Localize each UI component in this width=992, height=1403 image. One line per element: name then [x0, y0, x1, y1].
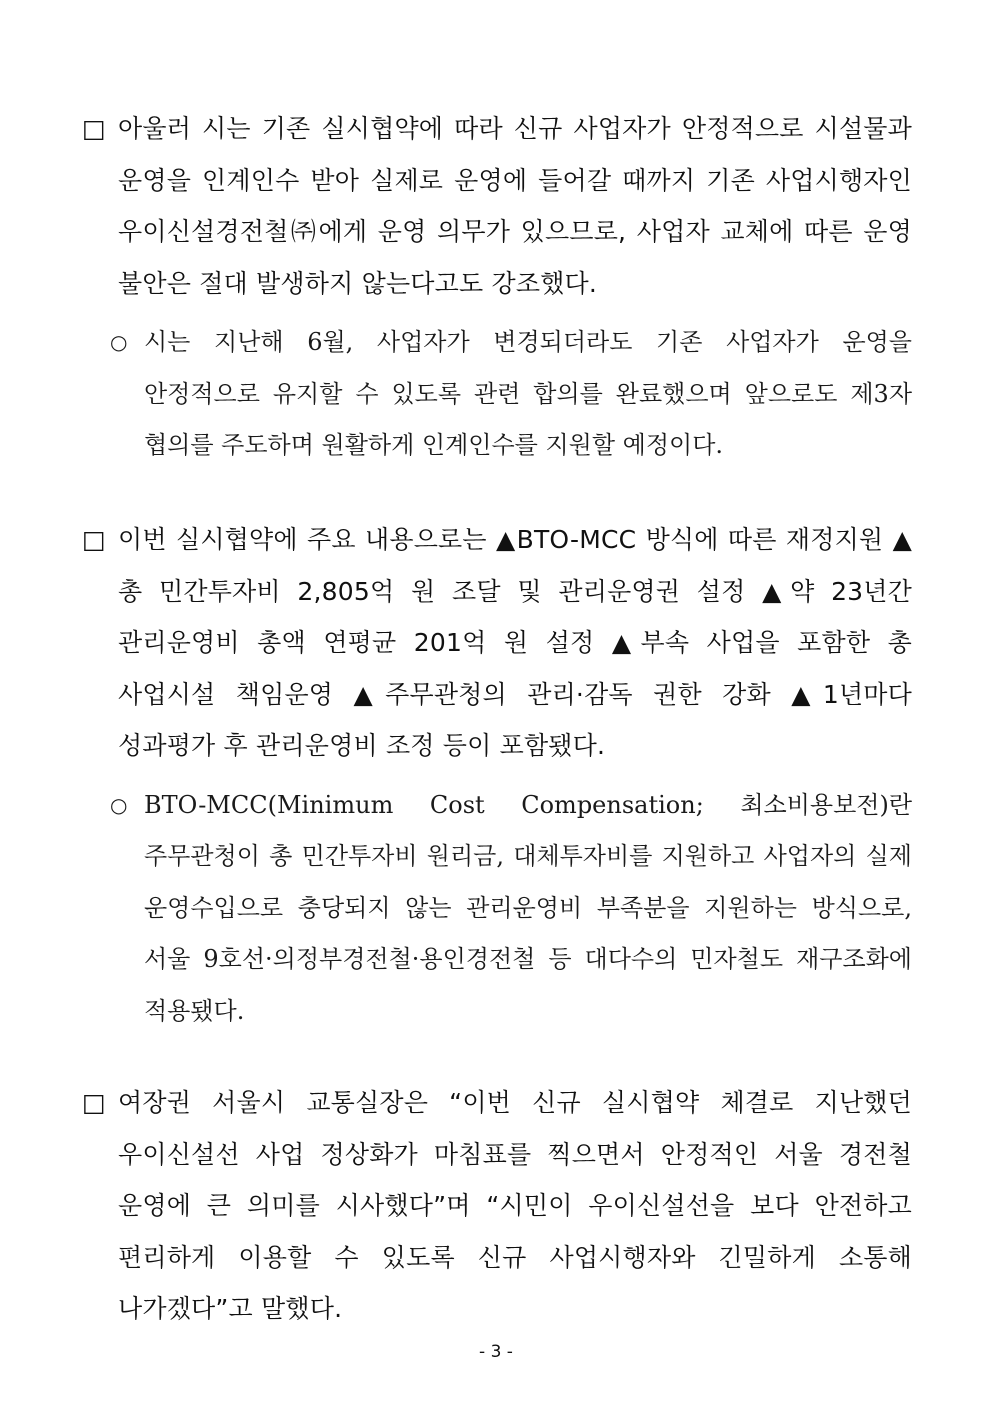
section-3-paragraph [82, 1077, 912, 1335]
section-3 [82, 1077, 912, 1335]
section-1-paragraph [82, 103, 912, 309]
section-2 [82, 514, 912, 1037]
section-2-paragraph [82, 514, 912, 772]
section-1 [82, 103, 912, 472]
section-1-sub-text: 시는 지난해 6월, 사업자가 변경되더라도 기존 사업자가 운영을 안정적으로 유지할 수 있도록 관련 합의를 완료했으며 앞으로도 제3자 협의를 주도하며 원활하게 인계인수를 지원할 예정이다. [144, 328, 912, 459]
section-2-text: 이번 실시협약에 주요 내용으로는 ▲BTO-MCC 방식에 따른 재정지원 ▲총 민간투자비 2,805억 원 조달 및 관리운영권 설정 ▲약 23년간 관리운영비 총액 연평균 201억 원 설정 ▲부속 사업을 포함한 총 사업시설 책임운영 ▲주무관청의 관리·감독 권한 강화 ▲1년마다 성과평가 후 관리운영비 조정 등이 포함됐다. [118, 525, 912, 760]
section-1-text: 아울러 시는 기존 실시협약에 따라 신규 사업자가 안정적으로 시설물과 운영을 인계인수 받아 실제로 운영에 들어갈 때까지 기존 사업시행자인 우이신설경전철㈜에게 운영 의무가 있으므로, 사업자 교체에 따른 운영 불안은 절대 발생하지 않는다고도 강조했다. [118, 114, 912, 298]
section-2-sub-text: BTO-MCC(Minimum Cost Compensation; 최소비용보전)란 주무관청이 총 민간투자비 원리금, 대체투자비를 지원하고 사업자의 실제 운영수입으로 충당되지 않는 관리운영비 부족분을 지원하는 방식으로, 서울 9호선·의정부경전철·용인경전철 등 대다수의 민자철도 재구조화에 적용됐다. [144, 790, 912, 1025]
square-bullet-icon: □ [82, 525, 106, 554]
square-bullet-icon: □ [82, 1088, 106, 1117]
circle-bullet-icon: ○ [110, 330, 128, 354]
square-bullet-icon: □ [82, 114, 106, 143]
section-3-text: 여장권 서울시 교통실장은 “이번 신규 실시협약 체결로 지난했던 우이신설선 사업 정상화가 마침표를 찍으면서 안정적인 서울 경전철 운영에 큰 의미를 시사했다”며 “시민이 우이신설선을 보다 안전하고 편리하게 이용할 수 있도록 신규 사업시행자와 긴밀하게 소통해 나가겠다”고 말했다. [118, 1088, 912, 1323]
page-number: - 3 - [479, 1342, 513, 1362]
section-1-sub-paragraph [110, 317, 912, 472]
section-2-sub-paragraph [110, 780, 912, 1038]
circle-bullet-icon: ○ [110, 792, 128, 817]
